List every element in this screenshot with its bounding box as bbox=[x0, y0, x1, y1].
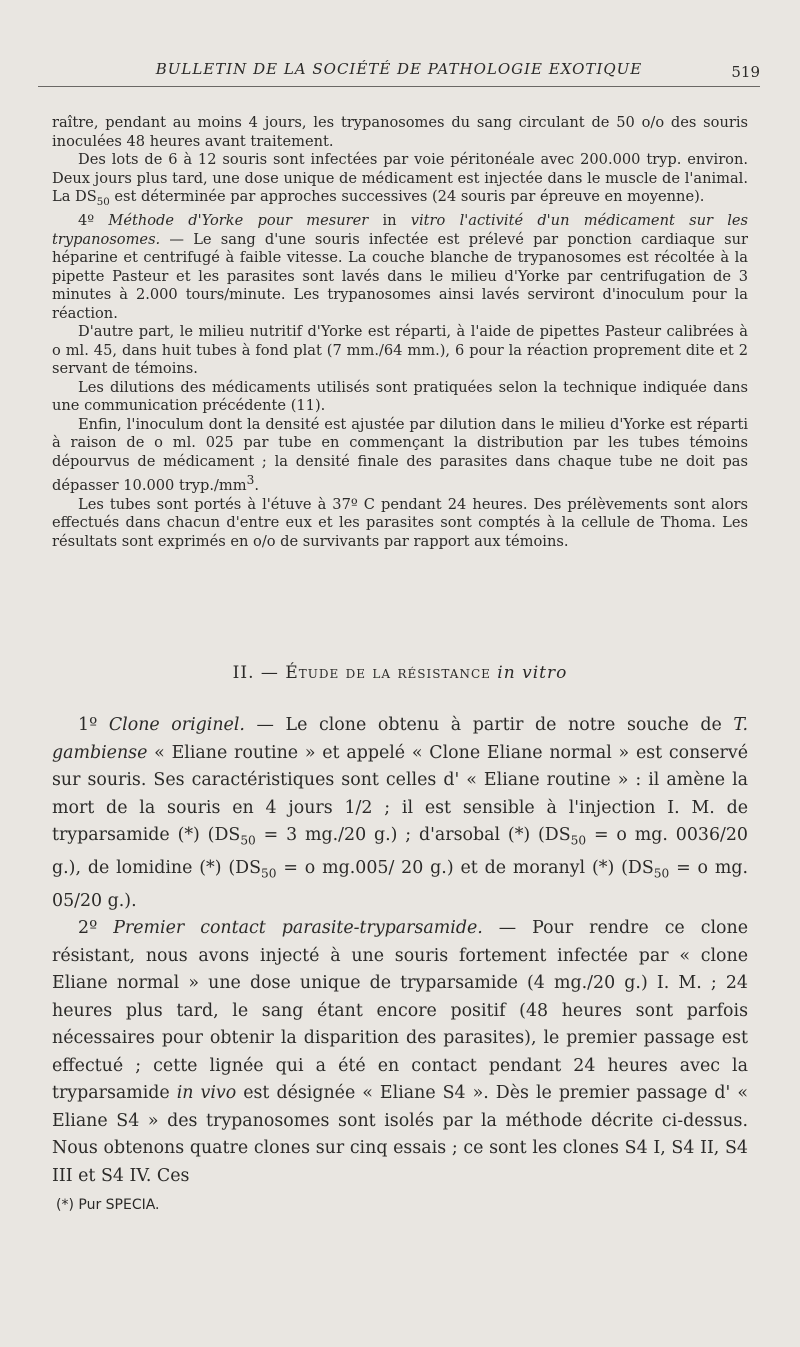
paragraph-inoculum: Enfin, l'inoculum dont la densité est ajustée par dilution dans le milieu d'Yorke est réparti à raison de o ml. 025 par tube en commençant la distribution par les tubes témoins dépourvus de médicament ; la densité finale des parasites dans chaque tube ne doit pas dépasser 10.000 $tryp./mm^3$. bbox=[52, 415, 748, 495]
running-header bbox=[38, 60, 760, 87]
paragraph-ds50-method: Des lots de 6 à 12 souris sont infectées par voie péritonéale avec 200.000 tryp. environ. Deux jours plus tard, une dose unique de médicament est injectée dans le muscle de l'animal. La $DS_{50}$ est déterminée par approches successives (24 souris par épreuve en moyenne). bbox=[52, 151, 748, 208]
paragraph-yorke-method: 4º Méthode d'Yorke pour mesurer in vitro l'activité d'un médicament sur les trypanosomes. — Le sang d'une souris infectée est prélevé par ponction cardiaque sur héparine et centrifugé à faible vitesse. La couche blanche de trypanosomes est récoltée à la pipette Pasteur et les parasites sont lavés dans le milieu d'Yorke par centrifugation de 3 minutes à 2.000 tours/minute. Les trypanosomes ainsi lavés serviront d'inoculum pour la réaction. bbox=[52, 212, 748, 322]
page-number: 519 bbox=[731, 63, 760, 81]
paragraph-first-contact: 2º Premier contact parasite-tryparsamide. — Pour rendre ce clone résistant, nous avons injecté à une souris fortement infectée par « clone Eliane normal » une dose unique de tryparsamide (4 mg./20 g.) I. M. ; 24 heures plus tard, le sang étant encore positif (48 heures sont parfois nécessaires pour obtenir la disparition des parasites), le premier passage est effectué ; cette lignée qui a été en contact pendant 24 heures avec la tryparsamide in vivo est désignée « Eliane S4 ». Dès le premier passage d' « Eliane S4 » des trypanosomes sont isolés par la méthode décrite ci-dessus. Nous obtenons quatre clones sur cinq essais ; ce sont les clones S4 I, S4 II, S4 III et S4 IV. Ces bbox=[52, 918, 748, 1186]
footnote: (*) Pur SPECIA. bbox=[56, 1197, 160, 1213]
journal-title: BULLETIN DE LA SOCIÉTÉ DE PATHOLOGIE EXOTIQUE bbox=[155, 60, 643, 78]
paragraph-original-clone: 1º Clone originel. — Le clone obtenu à partir de notre souche de T. gambiense « Eliane routine » et appelé « Clone Eliane normal » est conservé sur souris. Ses caractéristiques sont celles d' « Eliane routine » : il amène la mort de la souris en 4 jours 1/2 ; il est sensible à l'injection I. M. de tryparsamide (*) ($DS_{50} = 3$ mg./20 g.) ; d'arsobal (*) ($DS_{50} = o$ mg. 0036/20 g.), de lomidine (*) ($DS_{50} = o$ mg.005/ 20 g.) et de moranyl (*) ($DS_{50} = o$ mg. 05/20 g.). bbox=[52, 715, 748, 911]
paragraph-continuation: raître, pendant au moins 4 jours, les trypanosomes du sang circulant de 50 o/o des souris inoculées 48 heures avant traitement. bbox=[52, 114, 748, 150]
methods-text bbox=[52, 114, 748, 551]
paragraph-dilutions: Les dilutions des médicaments utilisés sont pratiquées selon la technique indiquée dans une communication précédente (11). bbox=[52, 378, 748, 415]
section-heading: II. — Étude de la résistance in vitro bbox=[232, 663, 568, 683]
paragraph-yorke-medium: D'autre part, le milieu nutritif d'Yorke est réparti, à l'aide de pipettes Pasteur calibrées à o ml. 45, dans huit tubes à fond plat (7 mm./64 mm.), 6 pour la réaction proprement dite et 2 servant de témoins. bbox=[52, 323, 748, 378]
resistance-text bbox=[52, 712, 748, 1190]
paragraph-incubation: Les tubes sont portés à l'étuve à 37º C pendant 24 heures. Des prélèvements sont alors effectués dans chacun d'entre eux et les parasites sont comptés à la cellule de Thoma. Les résultats sont exprimés en o/o de survivants par rapport aux témoins. bbox=[52, 495, 748, 550]
